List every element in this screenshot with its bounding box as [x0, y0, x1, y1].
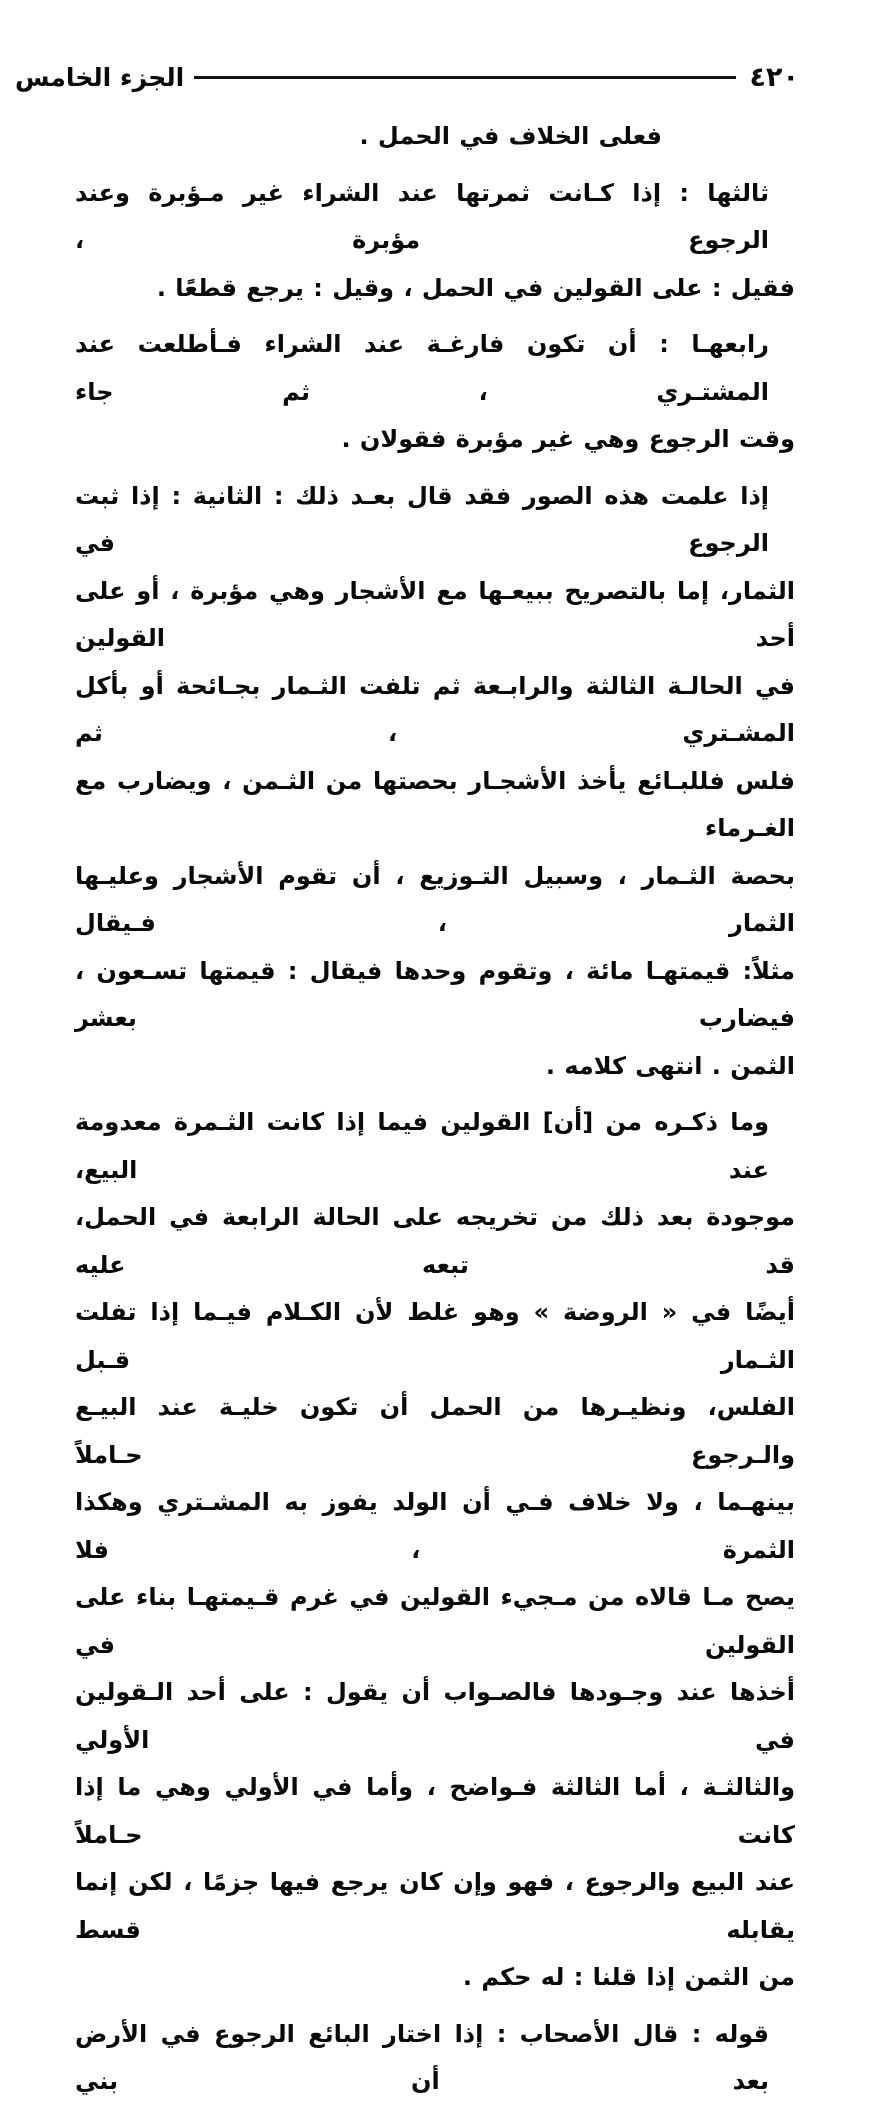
- text-line: فلس فللبـائع يأخذ الأشجـار بحصتها من الثـمن ، ويضارب مع الغـرماء: [75, 766, 795, 842]
- paragraph-continuation: [75, 113, 795, 161]
- part-title: الجزء الخامس: [15, 63, 185, 92]
- text-line: الفلس، ونظيـرها من الحمل أن تكون خليـة عند البيـع والـرجوع حـاملاً: [75, 1393, 795, 1469]
- page-header: [15, 64, 799, 91]
- page-body: [75, 113, 795, 2106]
- page-number: ٤٢٠: [749, 62, 799, 93]
- text-line: موجودة بعد ذلك من تخريجه على الحالة الرابعة في الحمل، قد تبعه عليه: [75, 1203, 795, 1279]
- text-line: الثمن . انتهى كلامه .: [545, 1051, 795, 1080]
- text-line: فقيل : على القولين في الحمل ، وقيل : يرجع قطعًا .: [156, 273, 795, 302]
- text-line: عند البيع والرجوع ، فهو وإن كان يرجع فيها جزمًا ، لكن إنما يقابله قسط: [75, 1868, 795, 1944]
- book-page: [0, 62, 879, 2095]
- text-line: بحصة الثـمار ، وسبيل التـوزيع ، أن تقوم الأشجار وعليـها الثمار ، فـيقال: [75, 861, 795, 937]
- text-line: في الحالـة الثالثة والرابـعة ثم تلفت الثـمار بجـائحة أو بأكل المشـتري ، ثم: [75, 671, 795, 747]
- paragraph-fourth-case: [75, 321, 795, 464]
- text-line: وقت الرجوع وهي غير مؤبرة فقولان .: [341, 425, 795, 453]
- text-line: ثالثها : إذا كـانت ثمرتها عند الشراء غير مـؤبرة وعند الرجوع مؤبرة ،: [75, 178, 769, 254]
- paragraph-qawluhu: [75, 2011, 795, 2106]
- text-line: رابعهـا : أن تكون فارغـة عند الشراء فـأطلعت عند المشتـري ، ثم جاء: [75, 330, 769, 406]
- text-line: يصح مـا قالاه من مـجيء القولين في غرم قـيمتهـا بناء على القولين في: [75, 1583, 795, 1659]
- text-line: من الثمن إذا قلنا : له حكم .: [462, 1963, 795, 1991]
- text-line: والثالثـة ، أما الثالثة فـواضح ، وأما في الأولي وهي ما إذا كانت حـاملاً: [75, 1773, 795, 1849]
- text-line: فعلى الخلاف في الحمل .: [359, 122, 662, 150]
- paragraph-explanation: [75, 473, 795, 1091]
- text-line: قوله : قال الأصحاب : إذا اختار البائع الرجوع في الأرض بعد أن بني: [75, 2019, 769, 2095]
- text-line: أيضًا في « الروضة » وهو غلط لأن الكـلام فيـما إذا تفلت الثـمار قـبل: [75, 1298, 795, 1374]
- text-line: الثمار، إما بالتصريح ببيعـها مع الأشجار وهي مؤبرة ، أو على أحد القولين: [75, 576, 795, 652]
- paragraph-commentary: [75, 1099, 795, 2002]
- text-line: مثلاً: قيمتهـا مائة ، وتقوم وحدها فيقال : قيمتها تسـعون ، فيضارب بعشر: [75, 956, 795, 1032]
- text-line: أخذها عند وجـودها فالصـواب أن يقول : على أحد الـقولين في الأولي: [75, 1678, 795, 1754]
- header-rule: [194, 76, 735, 79]
- text-line: وما ذكـره من [أن] القولين فيما إذا كانت الثـمرة معدومة عند البيع،: [75, 1108, 769, 1184]
- text-line: بينهـما ، ولا خلاف فـي أن الولد يفوز به المشـتري وهكذا الثمرة ، فلا: [75, 1488, 795, 1564]
- text-line: إذا علمت هذه الصور فقد قال بعـد ذلك : الثانية : إذا ثبت الرجوع في: [75, 481, 769, 557]
- paragraph-third-case: [75, 170, 795, 313]
